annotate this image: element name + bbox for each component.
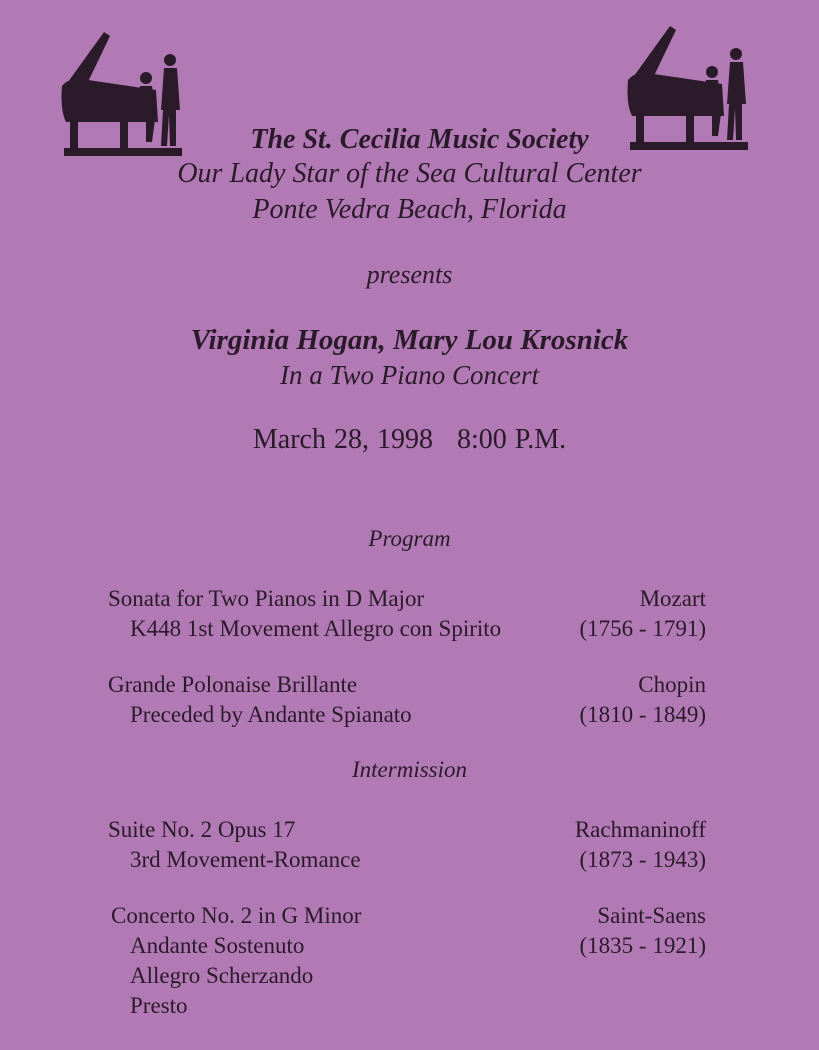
piece-title: Concerto No. 2 in G Minor (111, 903, 362, 928)
performers: Virginia Hogan, Mary Lou Krosnick (190, 324, 629, 356)
presents-label: presents (366, 260, 453, 289)
composer-dates: (1756 - 1791) (579, 616, 706, 641)
piece-title: Grande Polonaise Brillante (108, 672, 358, 697)
composer-name: Saint-Saens (597, 903, 706, 928)
program-item (108, 584, 706, 644)
composer-name: Chopin (638, 672, 706, 697)
venue-location: Ponte Vedra Beach, Florida (252, 194, 567, 225)
piece-subtitle: Andante Sostenuto (130, 933, 305, 958)
concert-type: In a Two Piano Concert (280, 360, 539, 390)
piece-subtitle: Allegro Scherzando (130, 963, 314, 988)
piece-title: Suite No. 2 Opus 17 (108, 817, 296, 842)
program-item (108, 901, 706, 1021)
composer-name: Mozart (639, 586, 706, 611)
composer-dates: (1810 - 1849) (579, 702, 706, 727)
society-name: The St. Cecilia Music Society (250, 124, 589, 155)
piece-subtitle: Preceded by Andante Spianato (130, 702, 412, 727)
venue-name: Our Lady Star of the Sea Cultural Center (177, 158, 642, 189)
program-item (108, 670, 706, 730)
composer-dates: (1873 - 1943) (579, 847, 706, 872)
intermission-label: Intermission (352, 757, 467, 782)
piece-subtitle: K448 1st Movement Allegro con Spirito (130, 616, 502, 641)
piece-subtitle: Presto (130, 993, 188, 1018)
concert-date-time: March 28, 1998 8:00 P.M. (252, 424, 567, 455)
program-item (108, 815, 706, 875)
composer-dates: (1835 - 1921) (579, 933, 706, 958)
composer-name: Rachmaninoff (574, 817, 706, 842)
piece-subtitle: 3rd Movement-Romance (130, 847, 361, 872)
piece-title: Sonata for Two Pianos in D Major (108, 586, 425, 611)
program-heading: Program (368, 526, 451, 551)
